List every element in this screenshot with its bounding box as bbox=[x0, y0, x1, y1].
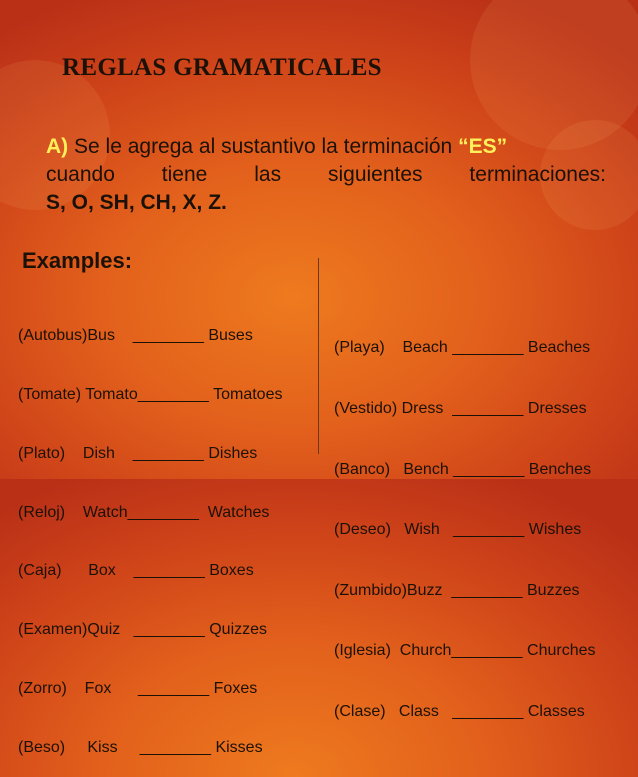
grammar-rule bbox=[46, 133, 606, 217]
example-item: (Deseo) Wish ________ Wishes bbox=[334, 521, 582, 539]
examples-list-left bbox=[18, 287, 282, 777]
rule-suffix: “ES” bbox=[458, 135, 508, 158]
rule-line-1 bbox=[46, 133, 606, 161]
example-item: (Tomate) Tomato________ Tomatoes bbox=[18, 385, 283, 403]
example-item: (Caja) Box ________ Boxes bbox=[18, 562, 254, 580]
example-item: (Examen)Quiz ________ Quizzes bbox=[18, 621, 268, 639]
example-item: (Playa) Beach ________ Beaches bbox=[334, 339, 591, 357]
rule-text: Se le agrega al sustantivo la terminación bbox=[68, 135, 459, 158]
example-item: (Banco) Bench ________ Benches bbox=[334, 460, 592, 478]
example-item: (Zorro) Fox ________ Foxes bbox=[18, 679, 258, 697]
example-item: (Autobus)Bus ________ Buses bbox=[18, 327, 253, 345]
example-item: (Vestido) Dress ________ Dresses bbox=[334, 400, 587, 418]
example-item: (Iglesia) Church________ Churches bbox=[334, 642, 596, 660]
example-item: (Beso) Kiss ________ Kisses bbox=[18, 738, 263, 756]
rule-line-2: cuando tiene las siguientes terminaciones: bbox=[46, 163, 606, 186]
example-item: (Zumbido)Buzz ________ Buzzes bbox=[334, 581, 580, 599]
example-item: (Reloj) Watch________ Watches bbox=[18, 503, 270, 521]
examples-list-right bbox=[334, 298, 595, 742]
examples-heading: Examples: bbox=[22, 248, 133, 273]
rule-label: A) bbox=[46, 135, 69, 158]
example-item: (Clase) Class ________ Classes bbox=[334, 703, 585, 721]
column-divider bbox=[318, 258, 319, 454]
example-item: (Plato) Dish ________ Dishes bbox=[18, 444, 258, 462]
rule-endings: S, O, SH, CH, X, Z. bbox=[46, 191, 227, 214]
slide-title: REGLAS GRAMATICALES bbox=[62, 54, 382, 81]
